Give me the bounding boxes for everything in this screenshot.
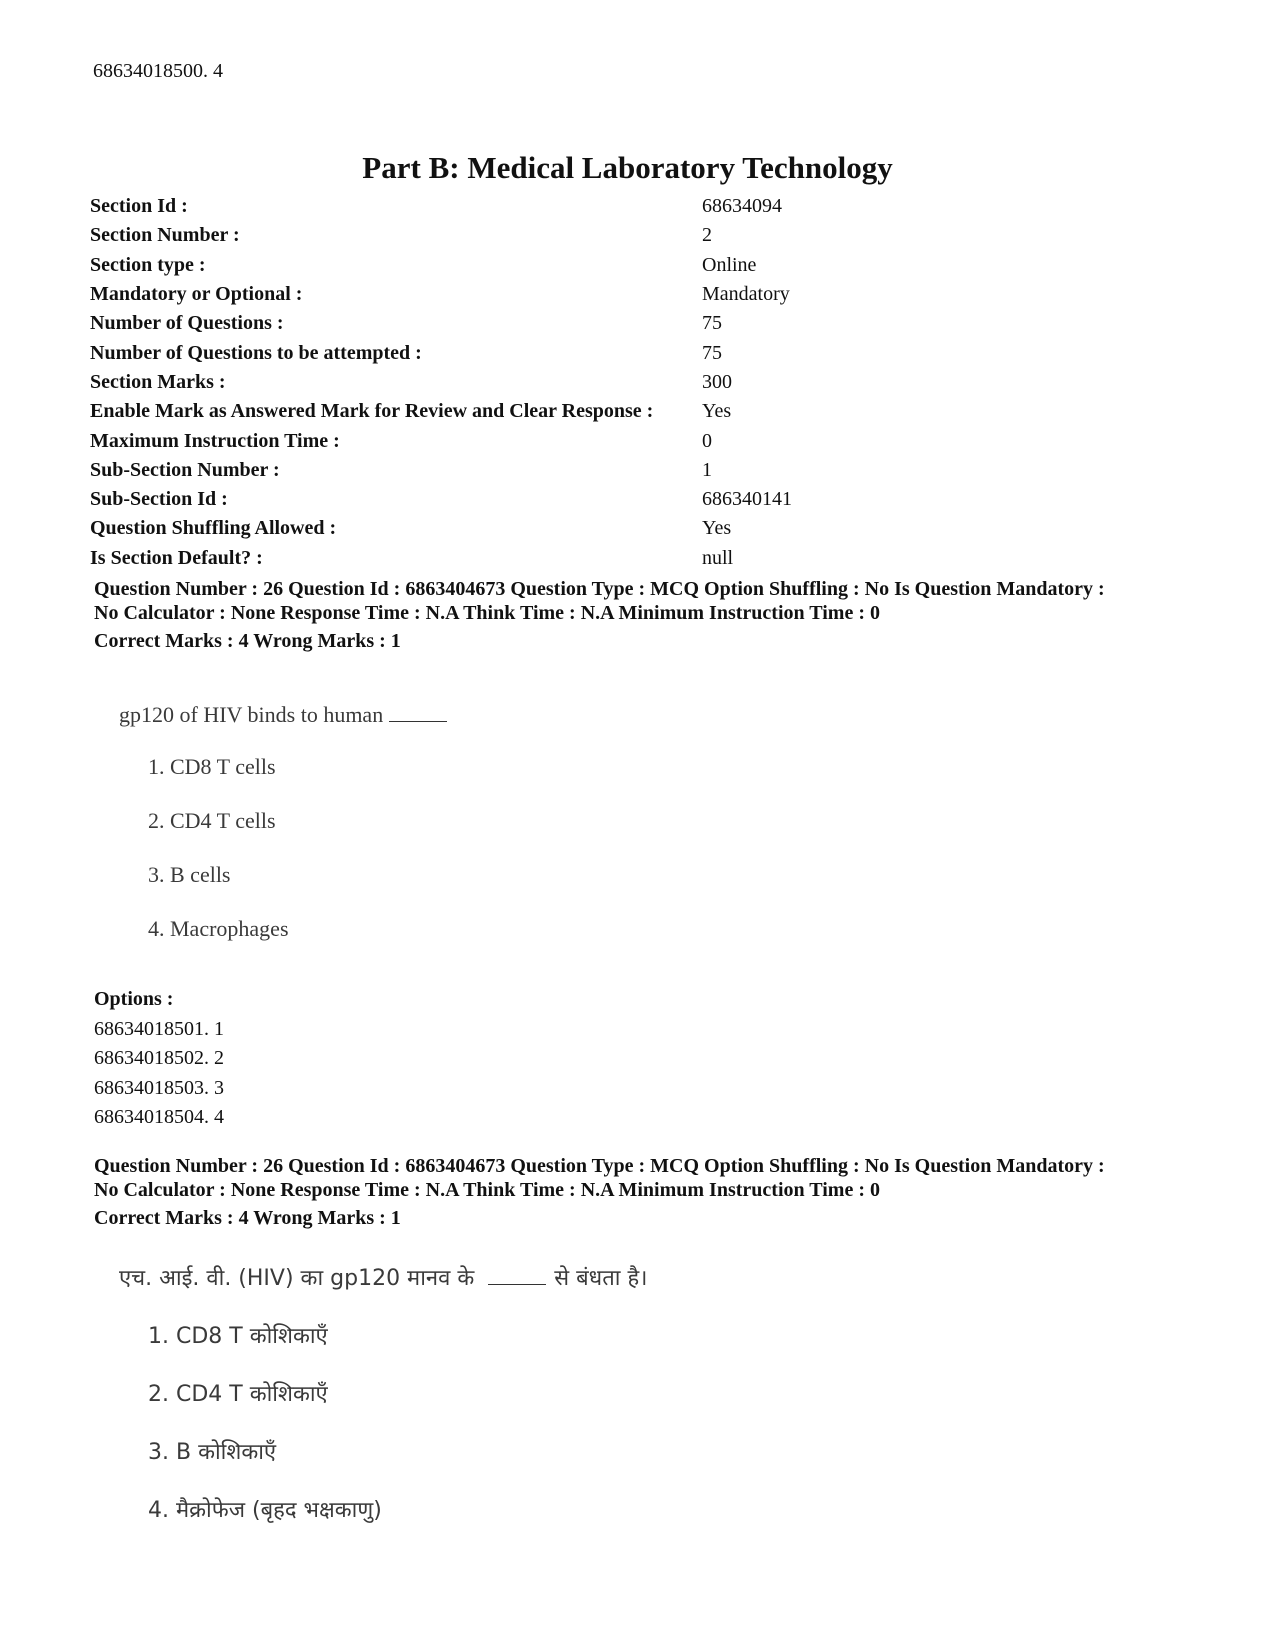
option-id-item: 68634018503. 3: [94, 1076, 224, 1099]
section-info-value: 75: [702, 312, 722, 335]
choice-item-hindi: 2. CD4 T कोशिकाएँ: [148, 1382, 328, 1407]
section-info-row: [90, 338, 792, 367]
answer-blank: [488, 1263, 546, 1285]
section-info-label: Mandatory or Optional :: [90, 283, 303, 306]
section-info-row: [90, 251, 792, 280]
section-info-value: 75: [702, 341, 722, 364]
section-info-label: Section Number :: [90, 224, 240, 247]
option-id-item: 68634018504. 4: [94, 1105, 224, 1128]
section-info-row: [90, 544, 792, 573]
choice-item: 4. Macrophages: [148, 916, 289, 941]
section-info-label: Enable Mark as Answered Mark for Review and Clear Response :: [90, 400, 654, 423]
section-info-value: 68634094: [702, 195, 782, 218]
section-info-label: Question Shuffling Allowed :: [90, 517, 337, 540]
section-info-row: [90, 368, 792, 397]
section-info-row: [90, 397, 792, 426]
question-header-line1: Question Number : 26 Question Id : 6863404673 Question Type : MCQ Option Shuffling : No Is Question Mandatory :: [94, 1155, 1105, 1177]
choice-item-hindi: 4. मैक्रोफेज (बृहद भक्षकाणु): [148, 1498, 382, 1523]
section-info-label: Number of Questions to be attempted :: [90, 341, 422, 364]
choice-item: 1. CD8 T cells: [148, 754, 276, 779]
question-header-hindi: [94, 1155, 1204, 1202]
section-info-value: Online: [702, 253, 757, 276]
section-info-value: 686340141: [702, 488, 792, 511]
question-stem: [119, 700, 447, 728]
section-info-value: 300: [702, 370, 732, 393]
question-marks: Correct Marks : 4 Wrong Marks : 1: [94, 630, 401, 652]
answer-blank: [389, 700, 447, 722]
section-info-row: [90, 514, 792, 543]
question-stem-hindi-before: एच. आई. वी. (HIV) का gp120 मानव के: [119, 1266, 475, 1291]
previous-option-line: 68634018500. 4: [93, 60, 223, 82]
question-header-line2: No Calculator : None Response Time : N.A Think Time : N.A Minimum Instruction Time : 0: [94, 601, 880, 624]
part-title: Part B: Medical Laboratory Technology: [362, 150, 893, 185]
section-info-row: [90, 485, 792, 514]
question-header: [94, 578, 1204, 625]
section-info-row: [90, 456, 792, 485]
options-label: Options :: [94, 988, 174, 1010]
section-info-label: Section Marks :: [90, 370, 226, 393]
section-info-label: Maximum Instruction Time :: [90, 429, 340, 452]
question-stem-text: gp120 of HIV binds to human: [119, 701, 384, 727]
section-info-value: 1: [702, 458, 712, 481]
section-info-row: [90, 309, 792, 338]
section-info-label: Number of Questions :: [90, 312, 284, 335]
section-info-label: Is Section Default? :: [90, 546, 263, 569]
question-marks-hindi: Correct Marks : 4 Wrong Marks : 1: [94, 1207, 401, 1229]
choice-item: 3. B cells: [148, 862, 231, 887]
section-info-label: Section Id :: [90, 195, 188, 218]
section-info-row: [90, 280, 792, 309]
section-info-row: [90, 192, 792, 221]
section-info-value: 0: [702, 429, 712, 452]
section-info-value: Mandatory: [702, 283, 790, 306]
section-info-label: Sub-Section Id :: [90, 488, 228, 511]
section-info-value: null: [702, 546, 734, 569]
section-info-value: Yes: [702, 400, 732, 423]
section-info-row: [90, 426, 792, 455]
section-info-label: Section type :: [90, 253, 206, 276]
question-header-line1: Question Number : 26 Question Id : 6863404673 Question Type : MCQ Option Shuffling : No Is Question Mandatory :: [94, 578, 1105, 600]
choice-item-hindi: 3. B कोशिकाएँ: [148, 1440, 277, 1465]
choice-item: 2. CD4 T cells: [148, 808, 276, 833]
options-list: [94, 1015, 224, 1132]
section-info-label: Sub-Section Number :: [90, 458, 280, 481]
section-info-table: [90, 192, 792, 573]
question-header-line2: No Calculator : None Response Time : N.A Think Time : N.A Minimum Instruction Time : 0: [94, 1178, 880, 1201]
choice-item-hindi: 1. CD8 T कोशिकाएँ: [148, 1324, 328, 1349]
question-stem-hindi-after: से बंधता है।: [554, 1266, 648, 1291]
option-id-item: 68634018501. 1: [94, 1018, 224, 1040]
option-id-item: 68634018502. 2: [94, 1047, 224, 1070]
question-stem-hindi: [119, 1262, 647, 1292]
section-info-value: Yes: [702, 517, 732, 540]
section-info-row: [90, 221, 792, 250]
section-info-value: 2: [702, 224, 712, 247]
